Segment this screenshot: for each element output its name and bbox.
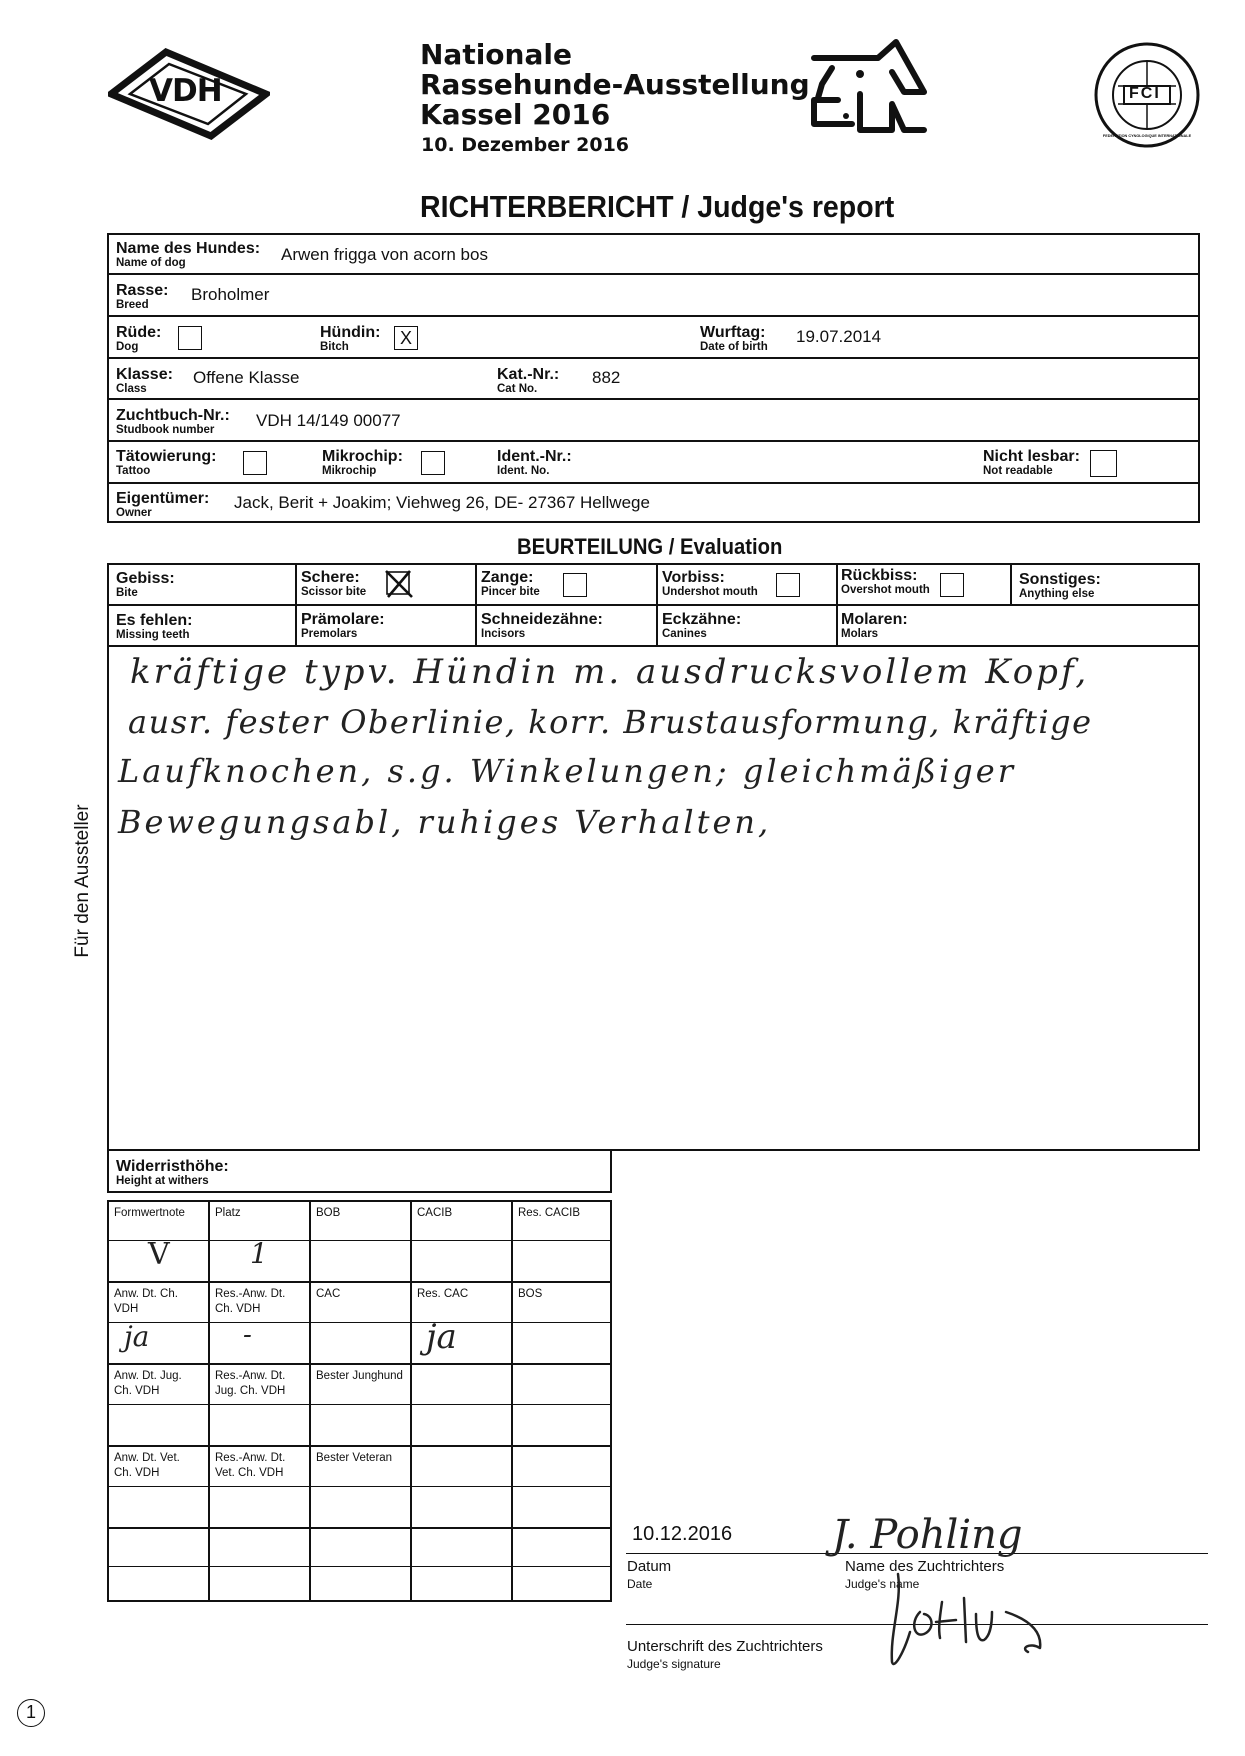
exhibitor-side-label: Für den Aussteller [72,804,93,958]
result-header-res-cac: Res. CAC [417,1288,469,1300]
scissor-label: Schere: Scissor bite [301,569,367,598]
result-header-bob: BOB [316,1207,341,1219]
unreadable-checkbox[interactable] [1090,450,1117,477]
judge-name-label: Name des Zuchtrichters Judge's name [845,1558,1005,1591]
event-title-line2: Rassehunde-Ausstellung [420,68,810,101]
report-date-value: 10.12.2016 [632,1523,733,1545]
evaluation-text-line-3: Laufknochen, s.g. Winkelungen; gleichmäßiger [118,752,1016,790]
class-value: Offene Klasse [193,368,300,387]
pincer-label: Zange: Pincer bite [481,569,540,598]
premolars-label: Prämolare: Premolars [301,611,385,640]
result-header-res-cacib: Res. CACIB [518,1207,580,1219]
owner-label: Eigentümer: Owner [116,490,210,519]
molars-label: Molaren: Molars [841,611,908,640]
date-label: Datum Date [627,1558,672,1591]
judge-signature [880,1572,1060,1672]
result-header-res-anw-dt-vet-ch: Res.-Anw. Dt. Vet. Ch. VDH [215,1452,286,1479]
result-header-formwertnote: Formwertnote [114,1207,185,1219]
results-table [107,1200,612,1602]
result-header-cacib: CACIB [417,1207,453,1219]
studbook-label: Zuchtbuch-Nr.: Studbook number [116,407,230,436]
result-header-bester-veteran: Bester Veteran [316,1452,393,1464]
unreadable-label: Nicht lesbar: Not readable [983,448,1080,477]
missing-teeth-label: Es fehlen: Missing teeth [116,612,193,641]
canines-label: Eckzähne: Canines [662,611,742,640]
scissor-check-mark [384,569,414,599]
catno-label: Kat.-Nr.: Cat No. [497,366,560,395]
fci-ring-text: FEDERATION CYNOLOGIQUE INTERNATIONALE [1102,134,1192,138]
other-label: Sonstiges: Anything else [1019,571,1101,600]
result-header-bos: BOS [518,1288,543,1300]
breed-label: Rasse: Breed [116,282,169,311]
pincer-checkbox[interactable] [563,573,587,597]
result-value-res-cac: ja [426,1317,457,1357]
ident-label: Ident.-Nr.: Ident. No. [497,448,572,477]
dob-label: Wurftag: Date of birth [700,324,768,353]
dog-name-label: Name des Hundes: Name of dog [116,240,261,269]
evaluation-text-line-1: kräftige typv. Hündin m. ausdrucksvollem Kopf, [130,652,1090,692]
breed-value: Broholmer [191,285,270,304]
catno-value: 882 [592,368,621,387]
male-label: Rüde: Dog [116,324,162,353]
overshot-checkbox[interactable] [940,573,964,597]
chip-label: Mikrochip: Mikrochip [322,448,403,477]
female-label: Hündin: Bitch [320,324,381,353]
result-header-anw-dt-ch: Anw. Dt. Ch. VDH [114,1288,178,1315]
page-number-badge [17,1699,45,1727]
signature-label: Unterschrift des Zuchtrichters Judge's signature [627,1638,823,1671]
evaluation-text-line-4: Bewegungsabl, ruhiges Verhalten, [118,803,772,841]
result-value-res-anw-dt-ch: - [243,1320,252,1350]
judge-name-handwritten: J. Pohling [832,1512,1023,1558]
class-label: Klasse: Class [116,366,173,395]
evaluation-text-line-2: ausr. fester Oberlinie, korr. Brustausformung, kräftige [128,703,1093,741]
tattoo-checkbox[interactable] [243,451,267,475]
vdh-logo-text: VDH [149,73,222,109]
fci-logo-text: FCI [1129,85,1161,102]
result-header-res-anw-dt-ch: Res.-Anw. Dt. Ch. VDH [215,1288,286,1315]
tattoo-label: Tätowierung: Tattoo [116,448,217,477]
undershot-label: Vorbiss: Undershot mouth [662,569,758,598]
result-header-platz: Platz [215,1207,241,1219]
scissor-checkbox[interactable] [386,571,410,595]
studbook-value: VDH 14/149 00077 [256,411,401,430]
page-number: 1 [25,1702,36,1722]
incisors-label: Schneidezähne: Incisors [481,611,603,640]
evaluation-heading: BEURTEILUNG / Evaluation [517,534,783,559]
result-value-formwertnote: V [148,1237,170,1272]
result-header-cac: CAC [316,1288,341,1300]
dog-name-value: Arwen frigga von acorn bos [281,245,488,264]
fci-logo [1094,42,1200,148]
result-header-anw-dt-jug-ch: Anw. Dt. Jug. Ch. VDH [114,1370,182,1397]
chip-checkbox[interactable] [421,451,445,475]
height-withers-label: Widerristhöhe: Height at withers [116,1158,229,1187]
dog-head-icon [808,38,928,138]
event-title-line3: Kassel 2016 [420,98,611,131]
result-header-anw-dt-vet-ch: Anw. Dt. Vet. Ch. VDH [114,1452,180,1479]
undershot-checkbox[interactable] [776,573,800,597]
vdh-logo [108,48,270,140]
owner-value: Jack, Berit + Joakim; Viehweg 26, DE- 27367 Hellwege [234,493,650,512]
male-checkbox[interactable] [178,326,202,350]
result-value-anw-dt-ch: ja [124,1320,150,1353]
bite-label: Gebiss: Bite [116,570,175,599]
female-checkbox[interactable]: X [394,326,418,350]
result-header-bester-junghund: Bester Junghund [316,1370,403,1382]
result-value-platz: 1 [250,1237,268,1270]
dob-value: 19.07.2014 [796,327,882,346]
event-title-line1: Nationale [420,38,572,71]
event-date: 10. Dezember 2016 [421,134,630,156]
report-title: RICHTERBERICHT / Judge's report [420,189,895,224]
overshot-label: Rückbiss: Overshot mouth [841,567,930,596]
result-header-res-anw-dt-jug-ch: Res.-Anw. Dt. Jug. Ch. VDH [215,1370,286,1397]
